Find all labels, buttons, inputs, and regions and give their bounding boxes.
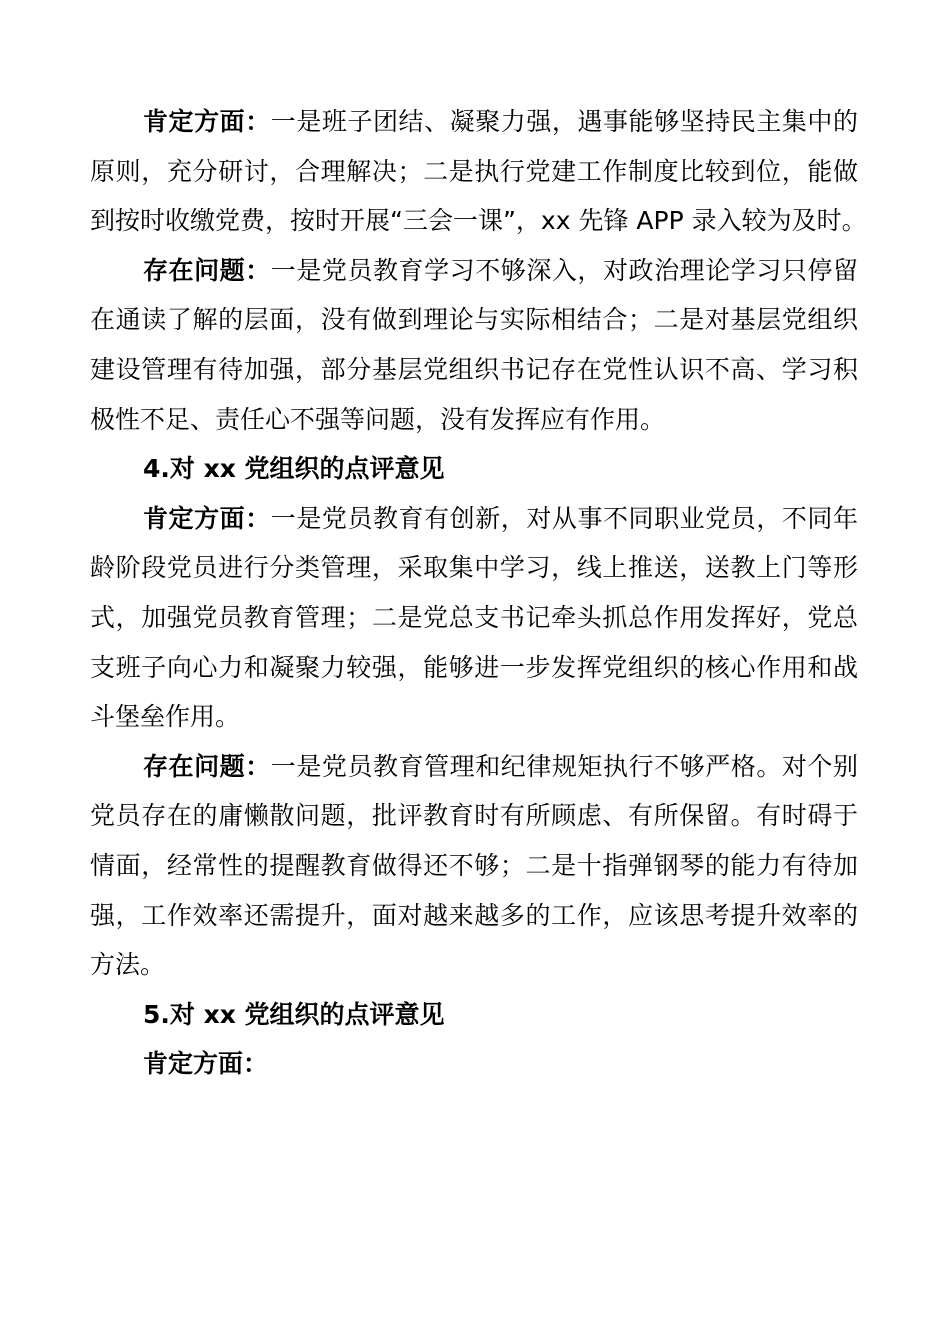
document-page xyxy=(90,97,867,1089)
line-text: 强，工作效率还需提升，面对越来越多的工作，应该思考提升效率的 xyxy=(90,900,858,930)
paragraph-line xyxy=(90,791,858,841)
line-text: 情面，经常性的提醒教育做得还不够；二是十指弹钢琴的能力有待加 xyxy=(90,850,858,880)
paragraph-line xyxy=(90,742,858,792)
line-text: 式，加强党员教育管理；二是党总支书记牵头抓总作用发挥好，党总 xyxy=(90,602,858,632)
line-text: 一是班子团结、凝聚力强，遇事能够坚持民主集中的 xyxy=(270,107,858,136)
paragraph-line xyxy=(90,97,858,147)
line-text: 建设管理有待加强，部分基层党组织书记存在党性认识不高、学习积 xyxy=(90,354,858,384)
paragraph xyxy=(90,246,858,444)
paragraph-line xyxy=(90,643,858,693)
paragraph-line xyxy=(90,196,867,246)
paragraph-line xyxy=(90,147,858,197)
line-text: 方法。 xyxy=(90,950,166,980)
paragraph-line xyxy=(90,1039,858,1089)
heading-text: 5.对 xx 党组织的点评意见 xyxy=(143,999,445,1029)
paragraph-line xyxy=(90,295,858,345)
paragraph-line xyxy=(90,345,858,395)
paragraph-line xyxy=(90,593,858,643)
section-heading xyxy=(90,990,858,1040)
paragraph xyxy=(90,97,867,246)
line-text: 到按时收缴党费，按时开展“三会一课”，xx 先锋 APP 录入较为及时。 xyxy=(90,206,867,236)
paragraph-line xyxy=(90,246,858,296)
line-text: 支班子向心力和凝聚力较强，能够进一步发挥党组织的核心作用和战 xyxy=(90,652,858,682)
heading-text: 4.对 xx 党组织的点评意见 xyxy=(143,454,445,484)
paragraph-line xyxy=(90,543,858,593)
line-text: 一是党员教育学习不够深入，对政治理论学习只停留 xyxy=(270,255,858,285)
line-text: 斗堡垒作用。 xyxy=(90,702,241,732)
paragraph xyxy=(90,742,858,990)
paragraph-label: 肯定方面： xyxy=(143,107,271,136)
line-text: 一是党员教育管理和纪律规矩执行不够严格。对个别 xyxy=(270,751,858,781)
paragraph-line xyxy=(90,692,858,742)
line-text: 原则，充分研讨，合理解决；二是执行党建工作制度比较到位，能做 xyxy=(90,156,858,186)
paragraph-label: 肯定方面： xyxy=(143,1049,269,1079)
line-text: 党员存在的庸懒散问题，批评教育时有所顾虑、有所保留。有时碍于 xyxy=(90,801,858,831)
paragraph xyxy=(90,1039,858,1089)
line-text: 一是党员教育有创新，对从事不同职业党员，不同年 xyxy=(270,503,858,533)
paragraph-label: 存在问题： xyxy=(143,751,271,781)
line-text: 在通读了解的层面，没有做到理论与实际相结合；二是对基层党组织 xyxy=(90,305,858,335)
paragraph-line xyxy=(90,940,858,990)
line-text: 极性不足、责任心不强等问题，没有发挥应有作用。 xyxy=(90,404,666,434)
paragraph xyxy=(90,494,858,742)
paragraph-line xyxy=(90,841,858,891)
paragraph-label: 存在问题： xyxy=(143,255,271,285)
section-heading xyxy=(90,444,858,494)
paragraph-line xyxy=(90,891,858,941)
line-text: 龄阶段党员进行分类管理，采取集中学习，线上推送，送教上门等形 xyxy=(90,553,858,583)
paragraph-line xyxy=(90,494,858,544)
paragraph-label: 肯定方面： xyxy=(143,503,271,533)
paragraph-line xyxy=(90,395,858,445)
